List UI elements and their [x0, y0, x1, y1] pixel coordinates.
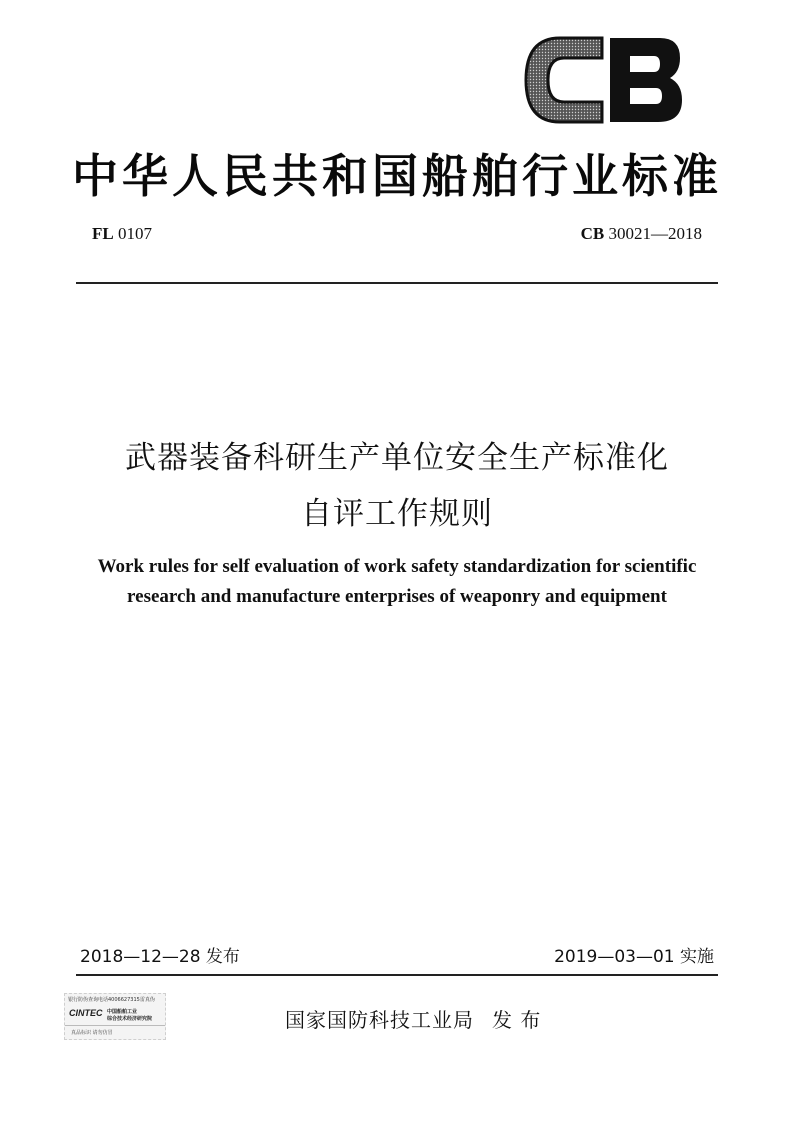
- org-title: 中华人民共和国船舶行业标准: [72, 149, 722, 203]
- cb-prefix: CB: [580, 224, 605, 243]
- sticker-brand: CINTEC: [69, 1008, 103, 1018]
- fl-number: 0107: [117, 224, 152, 243]
- sticker-bottom-text: 真品标识 请勿仿冒: [71, 1030, 113, 1036]
- standard-number: [581, 224, 702, 244]
- cb-logo-graphic: [520, 30, 688, 130]
- sticker-org-line1: 中国船舶工业: [107, 1009, 138, 1015]
- anti-counterfeit-sticker: [64, 993, 166, 1040]
- issuer-name: 国家国防科技工业局: [285, 1008, 474, 1032]
- title-zh-line1: 武器装备科研生产单位安全生产标准化: [125, 440, 669, 476]
- title-en-line1: Work rules for self evaluation of work safety standardization for scientific: [97, 556, 697, 577]
- fl-classification: [92, 224, 152, 244]
- issuer-verb: 发 布: [492, 1008, 542, 1032]
- issuer: [285, 1004, 541, 1033]
- header-divider: [76, 282, 718, 284]
- sticker-hotline: 银行防伪查询电话4006627315雷真伪: [68, 997, 155, 1003]
- footer-divider: [76, 974, 718, 976]
- title-zh-line2: 自评工作规则: [301, 496, 493, 532]
- implement-date: 2019—03—01 实施: [554, 947, 714, 967]
- cb-logo: [520, 30, 688, 130]
- logo-letter-b: [610, 38, 682, 122]
- publish-date: 2018—12—28 发布: [80, 947, 240, 967]
- fl-prefix: FL: [92, 224, 114, 243]
- logo-letter-c: [526, 38, 602, 122]
- title-en-line2: research and manufacture enterprises of weaponry and equipment: [127, 586, 667, 607]
- cb-number: 30021—2018: [608, 224, 702, 243]
- sticker-divider: [65, 1025, 165, 1026]
- sticker-org-line2: 综合技术经济研究院: [107, 1016, 153, 1022]
